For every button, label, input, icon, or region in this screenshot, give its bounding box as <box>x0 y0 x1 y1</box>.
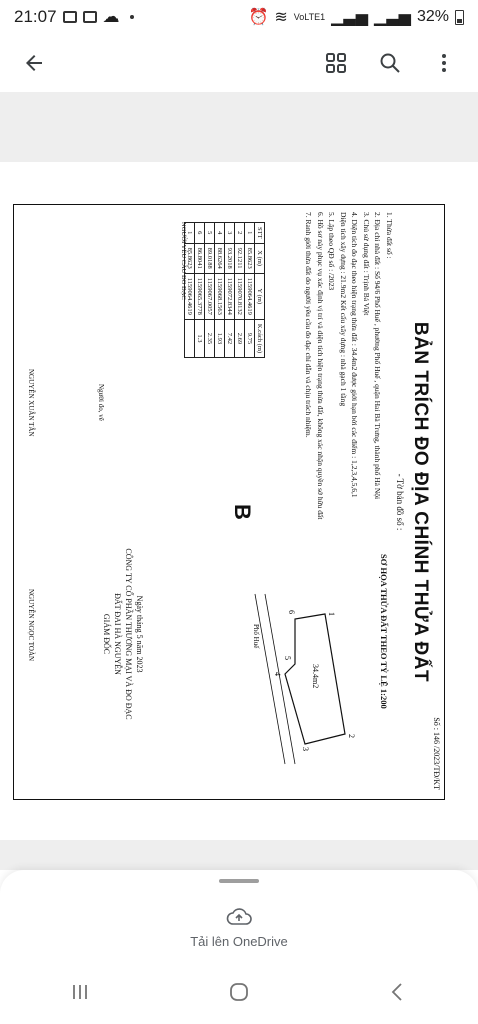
svg-text:4: 4 <box>273 672 282 676</box>
position-label: GIÁM ĐỐC <box>102 613 111 655</box>
svg-text:6: 6 <box>287 610 296 614</box>
cell: 1159072.8344 <box>225 273 235 319</box>
signer-2: NGUYỄN NGỌC TOÀN <box>27 589 35 662</box>
company-name: CÔNG TY CỔ PHẦN THƯƠNG MẠI VÀ ĐO ĐẠC <box>124 548 133 720</box>
clock: 21:07 <box>14 7 57 26</box>
info-line: 7. Ranh giới thửa đất do người yêu cầu đo đạc chỉ dẫn và chịu trách nhiệm. <box>304 212 314 438</box>
cell: 1159065.3778 <box>195 273 205 319</box>
cell: 1.93 <box>215 319 225 357</box>
north-arrow <box>229 504 255 520</box>
cell: 92.1211 <box>235 243 245 273</box>
table-row <box>225 223 235 358</box>
signature-block <box>101 544 145 724</box>
cell: 89.0188 <box>205 243 215 273</box>
info-line: 3. Chủ sử dụng đất : Trịnh Bá Việt <box>362 212 371 316</box>
cell: 1 <box>245 223 255 244</box>
cell: 2.69 <box>235 319 245 357</box>
info-line: 2. Địa chỉ nhà đất : Số 94/6 Phố Huế , phường Phố Huế , quận Hai Bà Trưng, thành phố Hà Nội <box>373 212 383 500</box>
status-bar <box>0 0 478 34</box>
col-header: Y (m) <box>255 273 265 319</box>
battery-text: 32% <box>416 8 449 25</box>
cell: 6 <box>195 223 205 244</box>
cell: 93.2018 <box>225 243 235 273</box>
battery-icon <box>455 10 464 25</box>
table-header-row <box>255 223 265 358</box>
cell: 1.3 <box>195 319 205 357</box>
cell: 1159067.0057 <box>205 273 215 319</box>
document-viewer[interactable] <box>0 92 478 870</box>
cell: 1159064.4619 <box>245 273 255 319</box>
cell: 85.8623 <box>185 243 195 273</box>
cell: 9.75 <box>245 319 255 357</box>
signal2-icon: ▁▃▅ <box>374 9 411 26</box>
table-row <box>245 223 255 358</box>
cell: 5 <box>205 223 215 244</box>
recents-icon[interactable] <box>50 970 110 1014</box>
col-header: X (m) <box>255 243 265 273</box>
drag-handle[interactable] <box>219 879 259 883</box>
more-vert-icon[interactable] <box>424 43 464 83</box>
bottom-sheet <box>0 870 478 960</box>
svg-text:2: 2 <box>347 734 356 738</box>
upload-label: Tải lên OneDrive <box>190 934 288 949</box>
info-line: 4. Diện tích đo đạc theo hiện trạng thửa đất : 34.4m2 được giới hạn bởi các điểm : 1,2,3,4,5,6,1 <box>350 212 360 498</box>
survey-sheet <box>13 204 445 800</box>
col-header: STT <box>255 223 265 244</box>
table-row <box>215 223 225 358</box>
col-header: K.cách (m) <box>255 319 265 357</box>
svg-text:5: 5 <box>283 656 292 660</box>
north-label: B <box>230 504 255 520</box>
grid-icon[interactable] <box>316 43 356 83</box>
table-row <box>205 223 215 358</box>
doc-number: Số : 146 /2023/TĐ/KT <box>432 717 441 790</box>
table-row <box>195 223 205 358</box>
cell: 3 <box>225 223 235 244</box>
map-title: SƠ HỌA THỬA ĐẤT THEO TỶ LỆ 1:200 <box>379 554 389 709</box>
svg-text:1: 1 <box>327 612 336 616</box>
info-line: Diện tích xây dựng : 21.9m2 Kết cấu xây dựng : nhà gạch 1 tầng <box>339 212 348 407</box>
street-label: Phố Huế <box>252 624 260 649</box>
cell: 7.42 <box>225 319 235 357</box>
cell: 4 <box>215 223 225 244</box>
system-nav-bar <box>0 960 478 1024</box>
cell: 1 <box>185 223 195 244</box>
doc-info-lines <box>303 212 395 542</box>
search-icon[interactable] <box>370 43 410 83</box>
dot-icon <box>130 15 134 19</box>
rotated-content <box>13 204 445 800</box>
cell: 85.8623 <box>245 243 255 273</box>
cell <box>185 319 195 357</box>
cell: 1159064.4619 <box>185 273 195 319</box>
gallery-icon <box>63 11 77 23</box>
cell: 2 <box>235 223 245 244</box>
svg-text:3: 3 <box>301 747 310 751</box>
signal-icon: ▁▃▅ <box>331 9 369 26</box>
upload-onedrive-button[interactable] <box>0 906 478 949</box>
cast-icon <box>83 11 97 23</box>
requester-label: NGƯỜI YÊU CẦU ĐO ĐẠC <box>180 222 187 300</box>
signer-1: NGUYỄN XUÂN TÂN <box>27 369 35 437</box>
parcel-sketch <box>215 584 365 784</box>
date-line: Ngày tháng 5 năm 2023 <box>135 595 144 673</box>
info-line: 5. Lập theo QĐ số : /2023 <box>327 212 337 291</box>
document-page <box>0 162 478 840</box>
alarm-icon: ⏰ <box>248 9 269 26</box>
wifi-icon: ≋ <box>274 9 288 26</box>
doc-title: BẢN TRÍCH ĐO ĐỊA CHÍNH THỬA ĐẤT <box>410 321 431 683</box>
cloud-upload-icon <box>226 906 252 928</box>
back-arrow-icon[interactable] <box>14 43 54 83</box>
cell: 86.8041 <box>195 243 205 273</box>
cell: 88.6264 <box>215 243 225 273</box>
cell: 1159068.1563 <box>215 273 225 319</box>
coordinates-table <box>184 222 265 358</box>
back-icon[interactable] <box>368 970 428 1014</box>
cell: 1159070.8132 <box>235 273 245 319</box>
drawer-label: Người đo, vẽ <box>97 384 105 421</box>
cell: 2.35 <box>205 319 215 357</box>
table-row <box>235 223 245 358</box>
info-line: 1. Thửa đất số : <box>385 212 394 259</box>
cloud-icon: ☁ <box>102 7 120 26</box>
company-name-2: ĐẤT ĐAI HÀ NGUYỄN <box>113 593 122 675</box>
app-bar <box>0 34 478 92</box>
network-label: VoLTE1 <box>293 11 326 22</box>
area-label: 34.4m2 <box>311 664 320 689</box>
info-line: 6. Hồ sơ này phục vụ xác định vị trí và diện tích hiện trạng thửa đất, không xác nhận quyền sở hữu đất <box>316 212 325 520</box>
doc-subtitle: - Tờ bản đồ số : <box>395 473 405 531</box>
home-icon[interactable] <box>209 970 269 1014</box>
